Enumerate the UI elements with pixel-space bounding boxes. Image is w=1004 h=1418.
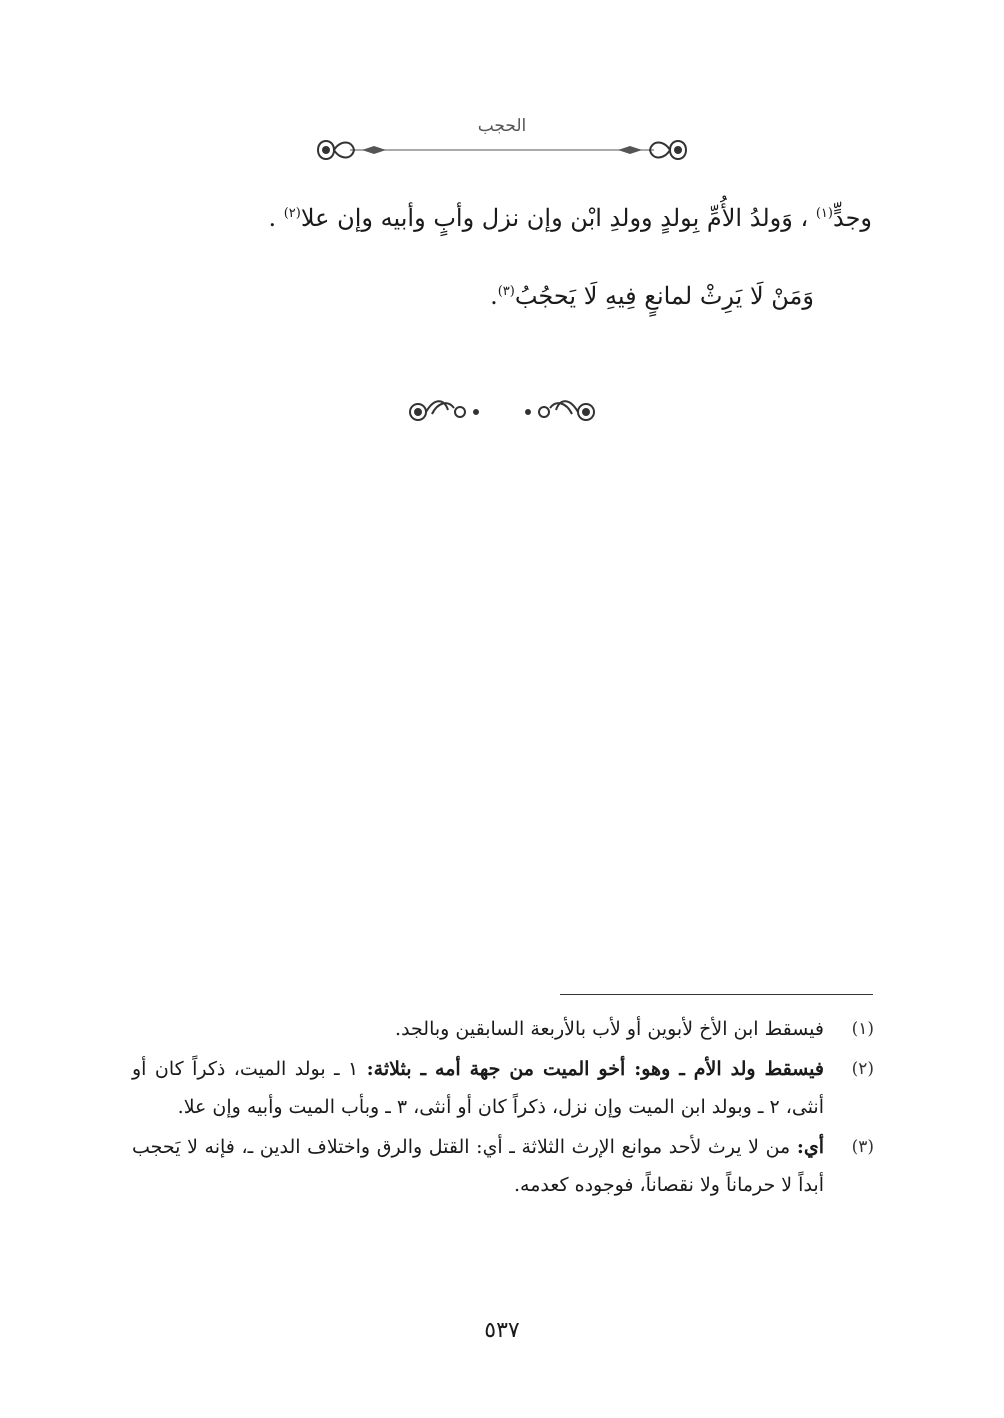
sentence-end: . [490, 282, 498, 310]
footnote-text [132, 1010, 824, 1048]
footnotes-section [132, 1010, 874, 1206]
footnote-number: (١) [851, 1019, 874, 1039]
footnote-2 [132, 1050, 874, 1126]
footnote-3 [132, 1128, 874, 1204]
footnote-1 [132, 1010, 874, 1048]
footnote-number: (٣) [851, 1137, 874, 1157]
footnote-bold-lead: أي: [796, 1136, 824, 1158]
header-ornament [310, 130, 694, 170]
footnote-separator [560, 994, 873, 995]
footnote-ref-1[interactable]: (١) [815, 206, 833, 221]
main-text-line-2 [490, 278, 814, 314]
footnote-text-body: ١ ـ بولد الميت، ذكراً كان أو أنثى، ٢ ـ وبولد ابن الميت وإن نزل، ذكراً كان أو أنثى، ٣ ـ وبأب الميت وأبيه وإن علا. [132, 1058, 824, 1118]
section-end-ornament [404, 392, 600, 430]
main-text-segment: وجدٍّ [832, 204, 872, 232]
footnote-bold-lead: فيسقط ولد الأم ـ وهو: أخو الميت من جهة أمه ـ بثلاثة: [366, 1058, 824, 1080]
footnote-text-body: من لا يرث لأحد موانع الإرث الثلاثة ـ أي: القتل والرق واختلاف الدين ـ، فإنه لا يَحجب أبداً لا حرماناً ولا نقصاناً، فوجوده كعدمه. [132, 1136, 824, 1196]
main-text-segment: ، وَولدُ الأُمِّ بِولدٍ وولدِ ابْن وإن نزل وأبٍ وأبيه وإن علا [300, 204, 809, 232]
footnote-ref-3[interactable]: (٣) [497, 284, 515, 299]
sentence-end: . [268, 204, 277, 232]
footnote-ref-2[interactable]: (٢) [283, 206, 301, 221]
running-header-title: الحجب [477, 116, 527, 136]
main-text-line-1 [130, 200, 872, 236]
footnote-text-body: فيسقط ابن الأخ لأبوين أو لأب بالأربعة السابقين وبالجد. [395, 1018, 824, 1040]
footnote-text [132, 1128, 824, 1204]
main-text-segment: وَمَنْ لَا يَرِثْ لمانعٍ فِيهِ لَا يَحجُبُ [514, 282, 814, 310]
page-number: ٥٣٧ [484, 1318, 520, 1343]
footnote-text [132, 1050, 824, 1126]
footnote-number: (٢) [851, 1059, 874, 1079]
